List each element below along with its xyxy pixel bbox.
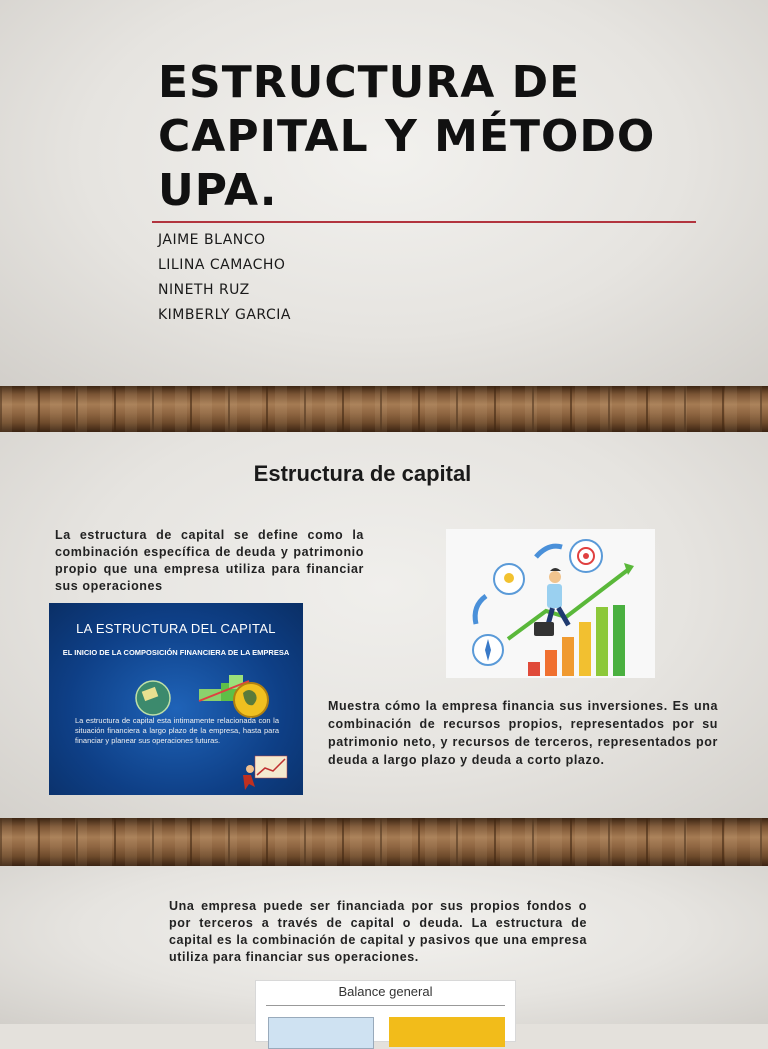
bar [545, 650, 557, 676]
image-subtitle: EL INICIO DE LA COMPOSICIÓN FINANCIERA DE LA EMPRESA [62, 648, 290, 657]
wood-divider [0, 386, 768, 432]
liabilities-block [389, 1017, 505, 1047]
author-name: LILINA CAMACHO [158, 257, 286, 273]
bar [613, 605, 625, 676]
person-chart-icon [243, 756, 287, 790]
author-name: JAIME BLANCO [158, 232, 266, 248]
bar [562, 637, 574, 676]
growth-illustration [446, 529, 655, 678]
definition-text: La estructura de capital se define como la combinación específica de deuda y patrimonio propio que una empresa utiliza para financiar sus operaciones [55, 528, 364, 593]
author-name: NINETH RUZ [158, 282, 250, 298]
wood-divider [0, 818, 768, 866]
image-title: LA ESTRUCTURA DEL CAPITAL [76, 621, 276, 636]
balance-rule [266, 1005, 505, 1006]
assets-block [268, 1017, 374, 1049]
bar [596, 607, 608, 676]
balance-title: Balance general [338, 984, 433, 999]
author-list [158, 228, 291, 328]
capital-structure-image [49, 603, 303, 795]
slide-title [0, 0, 768, 386]
bar [528, 662, 540, 676]
slide-heading: Estructura de capital [253, 461, 472, 486]
page-title: ESTRUCTURA DE CAPITAL Y MÉTODO UPA. [158, 57, 656, 216]
financing-text: Una empresa puede ser financiada por sus propios fondos o por terceros a través de capital o deuda. La estructura de capital es la combinación de capital y pasivos que una empresa utiliza para financiar sus operaciones. [169, 899, 587, 964]
title-divider [152, 221, 696, 223]
balance-sheet-image [255, 980, 516, 1042]
clipart-icons [49, 603, 303, 795]
explanation-text: Muestra cómo la empresa financia sus inversiones. Es una combinación de recursos propios, representados por su patrimonio neto, y recursos de terceros, representados por deuda a largo plazo y deuda a corto plazo. [328, 699, 718, 767]
author-name: KIMBERLY GARCIA [158, 307, 291, 323]
bar [579, 622, 591, 676]
image-body: La estructura de capital esta intimamente relacionada con la situación financiera a largo plazo de la empresa, hasta para financiar y planear sus operaciones futuras. [75, 716, 279, 745]
